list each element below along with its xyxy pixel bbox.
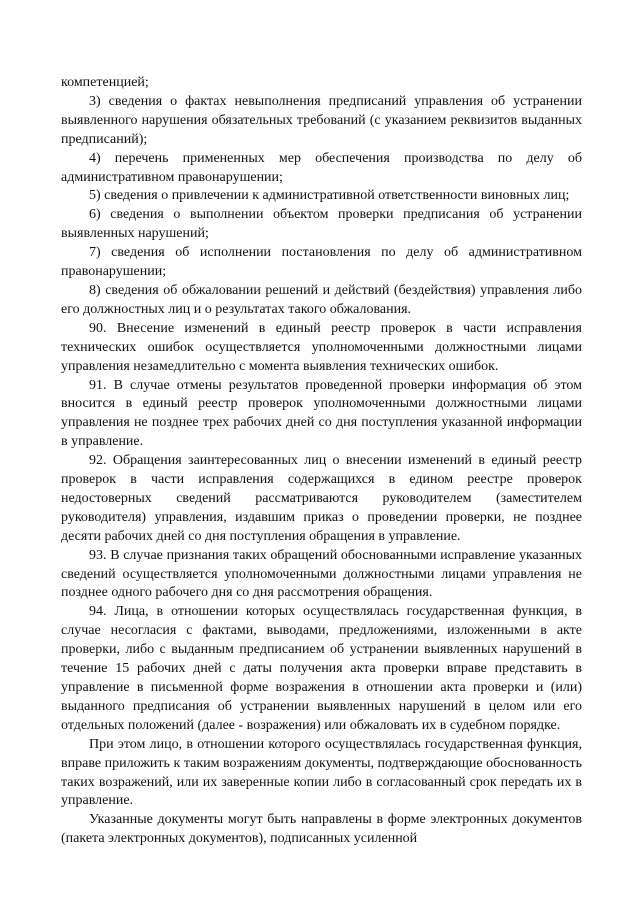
paragraph-item-4: 4) перечень примененных мер обеспечения производства по делу об административном правонарушении; bbox=[61, 150, 582, 185]
paragraph-90: 90. Внесение изменений в единый реестр проверок в части исправления технических ошибок осуществляется уполномоченными должностными лицами управления незамедлительно с момента выявления технических ошибок. bbox=[61, 320, 582, 374]
paragraph-item-8: 8) сведения об обжаловании решений и действий (бездействия) управления либо его должностных лиц и о результатах такого обжалования. bbox=[61, 282, 582, 317]
paragraph-91: 91. В случае отмены результатов проведенной проверки информация об этом вносится в единый реестр проверок уполномоченными должностными лицами управления не позднее трех рабочих дней со дня поступления указанной информации в управление. bbox=[61, 377, 582, 450]
paragraph-objections-documents: При этом лицо, в отношении которого осуществлялась государственная функция, вправе приложить к таким возражениям документы, подтверждающие обоснованность таких возражений, или их заверенные копии либо в согласованный срок передать их в управление. bbox=[61, 736, 582, 809]
paragraph-item-7: 7) сведения об исполнении постановления по делу об административном правонарушении; bbox=[61, 245, 582, 280]
paragraph-item-5: 5) сведения о привлечении к административной ответственности виновных лиц; bbox=[89, 188, 570, 204]
paragraph-electronic-documents: Указанные документы могут быть направлены в форме электронных документов (пакета электронных документов), подписанных усиленной bbox=[61, 812, 582, 847]
document-page bbox=[61, 74, 582, 849]
paragraph-item-3: 3) сведения о фактах невыполнения предписаний управления об устранении выявленного нарушения обязательных требований (с указанием реквизитов выданных предписаний); bbox=[61, 93, 582, 147]
paragraph-item-6: 6) сведения о выполнении объектом проверки предписания об устранении выявленных нарушений; bbox=[61, 207, 582, 242]
paragraph-93: 93. В случае признания таких обращений обоснованными исправление указанных сведений осуществляется уполномоченными должностными лицами управления не позднее одного рабочего дня со дня рассмотрения обращения. bbox=[61, 547, 582, 601]
paragraph-competence-end: компетенцией; bbox=[61, 75, 149, 90]
paragraph-92: 92. Обращения заинтересованных лиц о внесении изменений в единый реестр проверок в части исправления содержащихся в едином реестре проверок недостоверных сведений рассматриваются руководителем (заместителем руководителя) управления, издавшим приказ о проведении проверки, не позднее десяти рабочих дней со дня поступления обращения в управление. bbox=[61, 453, 582, 544]
paragraph-94: 94. Лица, в отношении которых осуществлялась государственная функция, в случае несогласия с фактами, выводами, предложениями, изложенными в акте проверки, либо с выданным предписанием об устранении выявленных нарушений в течение 15 рабочих дней с даты получения акта проверки вправе представить в управление в письменной форме возражения в отношении акта проверки и (или) выданного предписания об устранении выявленных нарушений в целом или его отдельных положений (далее - возражения) или обжаловать их в судебном порядке. bbox=[61, 604, 582, 733]
